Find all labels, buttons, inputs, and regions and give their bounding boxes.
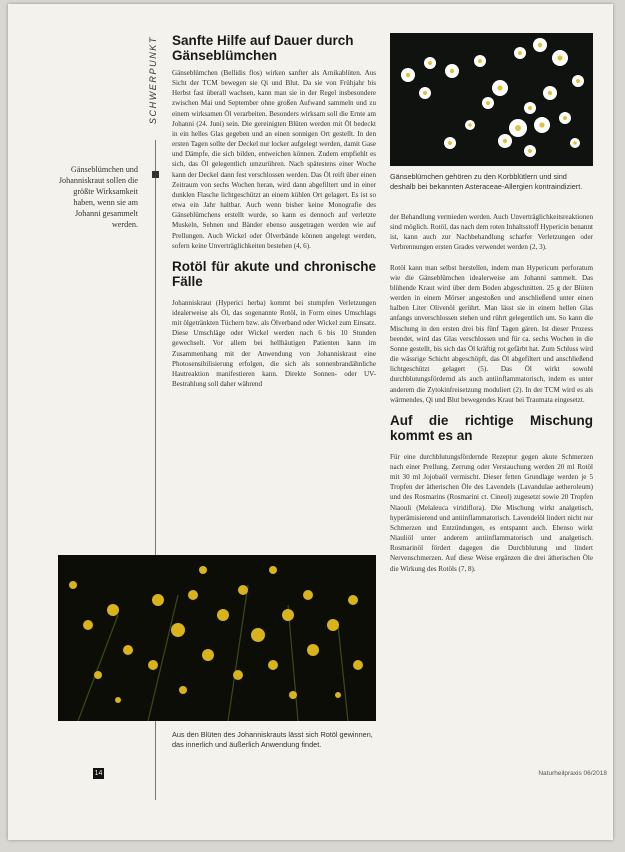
hypericum-photo-caption: Aus den Blüten des Johanniskrauts lässt sich Rotöl gewinnen, das innerlich und äußerlich Anwendung findet. bbox=[172, 730, 373, 749]
heading-mischung: Auf die richtige Mischung kommt es an bbox=[390, 412, 593, 443]
heading-rotoel: Rotöl für akute und chronische Fälle bbox=[172, 258, 376, 289]
column-3 bbox=[390, 212, 593, 767]
col3-paragraph-3: Für eine durchblutungsfördernde Rezeptur gegen akute Schmerzen nach einer Prellung, Zerrung oder Verstauchung werden 20 ml Rotöl mit 30 ml Jojobaöl vermischt. Dieser fetten Grundlage werden je 5 Tropfen der ätherischen Öle des Lavendels (Lavandulae aetheroleum) und des Rosmarins (Rosmarini ct. Cineol) zugesetzt sowie 20 Tropfen Niaouli (Melaleuca viridiflora). Die Mischung wirkt analgetisch, hyperämisierend und antiinflammatorisch. Lavendelöl lindert nicht nur Schmerzen und Entzündungen, es entspannt auch. Ebenso wirkt Niauliöl unter anderem antiinflammatorisch und analgetisch. Rosmarinöl fördert dagegen die Durchblutung und lindert Nervenschmerzen. Auf diese Weise ergänzen die drei ätherischen Öle die Wirkung des Rotöls (7, 8). bbox=[390, 452, 593, 573]
article-title: Sanfte Hilfe auf Dauer durch Gänseblümchen bbox=[172, 33, 354, 63]
footer-issue: Naturheilpraxis 06/2018 bbox=[538, 770, 607, 777]
section-tag: SCHWERPUNKT bbox=[148, 36, 158, 125]
daisy-photo bbox=[390, 33, 593, 166]
sidebar-bullet bbox=[152, 171, 159, 178]
column-1 bbox=[172, 68, 376, 548]
col3-paragraph-2: Rotöl kann man selbst herstellen, indem man Hypericum perforatum wie die Gänseblümchen idealerweise am Johanni sammelt. Das blühende Kraut wird über dem Boden abgeschnitten. 25 g der Blüten werden in einem Mörser angestoßen und anschließend unter einen halben Liter Olivenöl gerührt. Man lässt sie in einem hellen Glas anfangs unverschlossen stehen und rührt gelegentlich um. So kann die Mischung in den ersten drei bis fünf Tagen gären. Ist dieser Prozess beendet, wird das Glas verschlossen und für ca. sechs Wochen in die Sonne gestellt, bis sich das Öl kräftig rot gefärbt hat. Zum Schluss wird die wässrige Schicht abgeschöpft, das Öl abgefiltert und anschließend lichtgeschützt gelagert (5). Das Öl wirkt sowohl durchblutungsfördernd als auch antiinflammatorisch, indem es unter anderem die Zytokinfreisetzung moduliert (2). In der TCM wird es als wärmendes, Qi und Blut bewegendes Kraut bei Traumata eingesetzt. bbox=[390, 263, 593, 404]
col1-paragraph-2: Johanniskraut (Hyperici herba) kommt bei stumpfen Verletzungen idealerweise als Öl, das sogenannte Rotöl, in Form eines Umschlags mit ölgetränkten Tüchern bzw. als Ölverband oder Wickel zum Einsatz. Diese Umschläge oder Wickel werden nach 6 bis 10 Stunden gewechselt. Vor allem bei hellhäutigen Patienten kann im Zusammenhang mit der Anwendung von Johanniskraut eine Photosensibilisierung erfolgen, die sich als sonnenbrandähnliche Hautreaktion manifestieren kann. Direkte Sonnen- oder UV-Bestrahlung soll daher während bbox=[172, 298, 376, 389]
col3-paragraph-1: der Behandlung vermieden werden. Auch Unverträglichkeitsreaktionen sind möglich. Rotöl, das nach dem roten Inhaltsstoff Hypericin benannt ist, kann auch zur Nachbehandlung scharfer Verletzungen oder Verbrennungen ersten Grades verwendet werden (2, 3). bbox=[390, 213, 593, 252]
col1-paragraph-1: Gänseblümchen (Bellidis flos) wirken sanfter als Arnikablüten. Aus Sicht der TCM bewegen sie Qi und Blut. Da sie von Frühjahr bis Herbst fast überall wachsen, kann man sie in der Regel insbesondere zwischen Mai und September ohne großen Aufwand sammeln und zu einem wirksamen Öl verarbeiten. Besonders wirksam soll die Ernte am Johanni (24. Juni) sein. Die gereinigten Blüten werden mit Öl bedeckt in ein helles Glas gegeben und an einen sonnigen Ort gestellt. In den ersten Tagen sollte der Deckel nur locker aufgelegt werden, damit Gase und Dämpfe, die sich bilden, entweichen können. Zudem empfiehlt es sich, das Öl gelegentlich umzurühren. Nach spätestens einer Woche kann der Deckel dann fest verschlossen werden. Das Öl reift über einen Zeitraum von sechs Wochen heran, wird dann abgefiltert und in einer dunklen Flasche lichtgeschützt an einem kühlen Ort gelagert. Es ist so etwa ein Jahr haltbar. Auch wenn bisher keine Monografie des Gänseblümchens erstellt wurde, so kann es dennoch auf verletzte Muskeln, Sehnen und Bänder ebenso ausgetragen werden wie auf Prellungen. Auch Wickel oder Ölverbände können angelegt werden, sofern keine Unverträglichkeiten bestehen (4, 6). bbox=[172, 69, 376, 250]
daisy-photo-caption: Gänseblümchen gehören zu den Korbblütlern und sind deshalb bei bekannten Asteraceae-Allergien kontraindiziert. bbox=[390, 172, 583, 191]
page-number: 14 bbox=[94, 770, 103, 777]
hypericum-photo bbox=[58, 555, 376, 721]
sidebar-note: Gänseblümchen und Johanniskraut sollen die größte Wirksamkeit haben, wenn sie am Johanni gesammelt werden. bbox=[58, 165, 138, 229]
hypericum-illustration bbox=[58, 555, 376, 721]
daisy-illustration bbox=[390, 33, 593, 166]
